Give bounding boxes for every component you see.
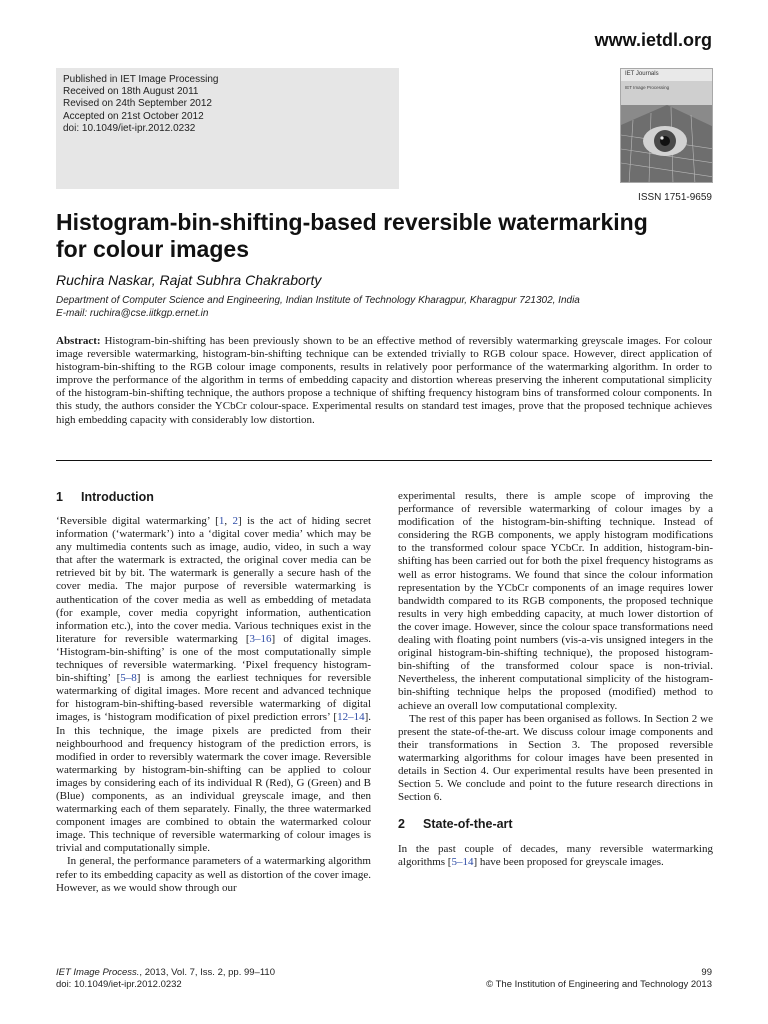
page-number: 99 (701, 967, 712, 978)
intro-paragraph-2: In general, the performance parameters of a watermarking algorithm refer to its embedding capacity as well as distortion of the cover image. However, as we would show through our (56, 855, 371, 894)
citation-link[interactable]: 2 (232, 515, 239, 527)
issn-number: ISSN 1751-9659 (638, 192, 712, 203)
text-run: ] have been proposed for greyscale images. (473, 856, 664, 869)
copyright-notice: © The Institution of Engineering and Technology 2013 (486, 979, 712, 990)
article-authors: Ruchira Naskar, Rajat Subhra Chakraborty (56, 272, 322, 288)
text-run: , (224, 515, 233, 527)
right-column (398, 490, 713, 869)
text-run: ] of digital images. ‘Histogram-bin-shifting’ is one of the most computationally simple techniques of reversible watermarking. ‘Pixel frequency histogram-bin-shifting’ [ (56, 632, 372, 685)
footer-right (486, 967, 712, 991)
intro-paragraph-1 (56, 515, 371, 855)
cover-eye-image (621, 105, 713, 183)
text-run: ] is among the earliest techniques for reversible watermarking of digital images. More recent and advanced technique for histogram-bin-shifting-based reversible watermarking of digital images, is ‘histogram modification of pixel prediction errors’ [ (56, 672, 372, 724)
text-run: ] is the act of hiding secret information (‘watermark’) into a ‘digital cover media’ which may be any multimedia contents such as image, audio, video, in such a way that after the watermark is extracted, the original cover media can be retrieved bit by bit. The watermark is generally a secure hash of the cover media. The major purpose of reversible watermarking is authentication of the cover media as well as embedding of metadata (for example, cover media copyright information, authentication information etc.), into the cover media. Various techniques exist in the literature for reversible watermarking [ (56, 515, 372, 645)
intro-paragraph-3: experimental results, there is ample scope of improving the performance of reversible watermarking of colour images by a modification of the histogram-bin-shifting technique. Instead of considering the RGB components, we apply histogram modifications to the transformed colour space YCbCr. In addition, histogram-bin-shifting has been carried out for both the pixel frequency histograms as well as error histograms. We found that since the colour information representation by the YCbCr components of an image requires lower bandwidth compared to its RGB components, the proposed technique results in very high embedding capacity, at much lower distortion of the cover image. However, since the colour space transformations need dealing with floating point numbers (vis-a-vis unsigned integers in the original histogram-bin-shifting technique), the proposed histogram-bin-shifting of the transformed colour space is non-trivial. Nevertheless, the inherent computational simplicity of the histogram-bin-shifting technique helps the proposed (modified) method to achieve an overall low computational complexity. (398, 490, 713, 712)
section-title: State-of-the-art (423, 817, 513, 832)
citation-line (56, 967, 275, 979)
doi-line: doi: 10.1049/iet-ipr.2012.0232 (63, 122, 196, 134)
cover-journal-title: IET Image Processing (625, 85, 670, 90)
footer-doi: doi: 10.1049/iet-ipr.2012.0232 (56, 979, 182, 990)
abstract (56, 335, 712, 427)
citation-link[interactable]: 5–14 (451, 856, 474, 869)
section-title: Introduction (81, 490, 154, 504)
section-number: 2 (398, 817, 405, 832)
volume-issue-pages: , 2013, Vol. 7, Iss. 2, pp. 99–110 (139, 967, 275, 978)
article-title: Histogram-bin-shifting-based reversible watermarking for colour images (56, 209, 648, 262)
accepted-date-line: Accepted on 21st October 2012 (63, 110, 204, 122)
text-run: ]. In this technique, the image pixels are predicted from their neighbourhood and frequency histogram of the prediction errors, is modified in order to reversibly watermark the cover image. Reversible watermarking by histogram-bin-shifting can be applied to colour images by considering each of its individual R (Red), G (Green) and B (Blue) components, as an individual greyscale image, and then watermarking each of them separately. Finally, the three watermarked component images are combined to obtain the watermarked colour image. This technique of reversible watermarking of colour images is trivial and computationally simple. (56, 711, 371, 855)
revised-date-line: Revised on 24th September 2012 (63, 98, 212, 110)
section-1-heading (56, 490, 371, 505)
intro-paragraph-4: The rest of this paper has been organised as follows. In Section 2 we present the state-of-the-art. We discuss colour image components and their transformations in Section 3. The proposed reversible watermarking algorithms for colour images have been presented in details in Section 4. Our experimental results have been presented in Section 5. We conclude and point to the future research directions in Section 6. (398, 712, 713, 804)
publication-info-box (56, 68, 399, 189)
text-run: In the past couple of decades, many reversible watermarking algorithms [ (398, 843, 713, 869)
section-number: 1 (56, 490, 63, 504)
affiliation-line: Department of Computer Science and Engineering, Indian Institute of Technology Kharagpur, Kharagpur 721302, India (56, 295, 580, 306)
citation-link[interactable]: 12–14 (337, 711, 365, 724)
citation-link[interactable]: 1 (218, 515, 225, 527)
section-2-heading (398, 817, 713, 832)
state-of-art-paragraph (398, 843, 713, 869)
published-in-line: Published in IET Image Processing (63, 74, 219, 85)
journal-abbreviation: IET Image Process. (56, 967, 140, 978)
author-affiliation (56, 295, 716, 320)
journal-website-link[interactable]: www.ietdl.org (594, 30, 712, 50)
author-email: E-mail: ruchira@cse.iitkgp.ernet.in (56, 307, 209, 319)
abstract-label: Abstract: (56, 335, 101, 347)
cover-brand-text: IET Journals (625, 71, 659, 77)
footer-citation (56, 967, 275, 991)
header-divider (56, 460, 712, 461)
text-run: ‘Reversible digital watermarking’ [ (56, 515, 219, 527)
abstract-text: Histogram-bin-shifting has been previously shown to be an effective method of reversibly watermarking greyscale images. For colour image reversible watermarking, histogram-bin-shifting technique can be extended trivially to RGB colour space. However, direct application of histogram-bin-shifting to the RGB colour image components, results in relatively poor performance of the watermarking algorithm. In order to improve the performance of the algorithm in terms of embedding capacity and distortion whereas preserving the inherent computational simplicity of the histogram-bin-shifting technique, the authors propose a technique of shifting frequency histogram bins of transformed colour components. In this study, the authors consider the YCbCr colour-space. Experimental results on standard test images, prove that the proposed technique achieves high embedding capacity with considerably low distortion. (56, 335, 712, 426)
journal-cover-thumbnail (620, 68, 713, 183)
citation-link[interactable]: 3–16 (249, 632, 272, 645)
left-column (56, 490, 371, 895)
received-date-line: Received on 18th August 2011 (63, 86, 199, 98)
citation-link[interactable]: 5–8 (120, 672, 137, 685)
